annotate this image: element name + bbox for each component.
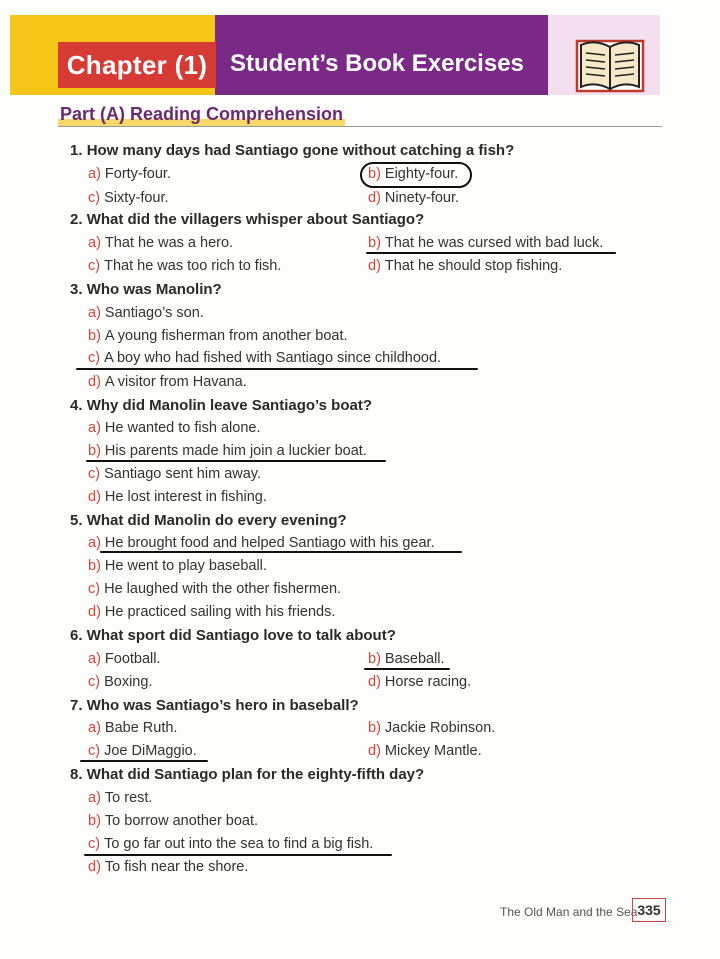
option-text: He wanted to fish alone. <box>104 420 261 436</box>
option-letter: b) <box>368 720 381 736</box>
option-letter: a) <box>88 720 101 736</box>
option-letter: c) <box>88 350 101 366</box>
option-letter: c) <box>88 674 101 690</box>
question-text: Who was Santiago’s hero in baseball? <box>86 697 359 714</box>
answer-underline-mark <box>80 760 208 762</box>
question-text: How many days had Santiago gone without catching a fish? <box>86 142 515 159</box>
option-text: Santiago’s son. <box>104 305 204 321</box>
option-letter: b) <box>88 813 101 829</box>
question-number: 6. <box>70 627 83 644</box>
option-3b <box>88 328 348 344</box>
option-text: Sixty-four. <box>104 190 169 206</box>
option-3a <box>88 305 204 321</box>
option-text: That he was too rich to fish. <box>104 258 282 274</box>
answer-underline-mark <box>84 854 392 856</box>
option-text: Santiago sent him away. <box>104 466 261 482</box>
option-letter: c) <box>88 190 101 206</box>
option-letter: d) <box>88 489 101 505</box>
option-1d <box>368 190 459 206</box>
option-2a <box>88 235 233 251</box>
option-6c <box>88 674 152 690</box>
question-4 <box>70 397 372 414</box>
option-letter: b) <box>368 166 381 182</box>
option-5c <box>88 581 341 597</box>
question-3 <box>70 281 222 298</box>
open-book-icon <box>575 35 645 97</box>
option-letter: b) <box>368 651 381 667</box>
question-5 <box>70 512 347 529</box>
option-letter: c) <box>88 836 101 852</box>
option-letter: a) <box>88 651 101 667</box>
option-4c <box>88 466 261 482</box>
option-letter: a) <box>88 535 101 551</box>
option-text: A boy who had fished with Santiago since childhood. <box>104 350 442 366</box>
option-7b <box>368 720 495 736</box>
option-text: To rest. <box>104 790 153 806</box>
option-4a <box>88 420 260 436</box>
option-letter: c) <box>88 466 101 482</box>
question-text: What did Santiago plan for the eighty-fifth day? <box>86 766 425 783</box>
question-6 <box>70 627 396 644</box>
option-letter: b) <box>88 328 101 344</box>
option-letter: a) <box>88 420 101 436</box>
option-text: Joe DiMaggio. <box>104 743 197 759</box>
question-text: What sport did Santiago love to talk about? <box>86 627 396 644</box>
option-7d <box>368 743 482 759</box>
section-heading: Part (A) Reading Comprehension <box>58 104 345 127</box>
question-text: What did the villagers whisper about Santiago? <box>86 211 425 228</box>
page-title: Student’s Book Exercises <box>230 50 524 77</box>
question-number: 1. <box>70 142 83 159</box>
option-letter: b) <box>88 558 101 574</box>
option-5d <box>88 604 335 620</box>
question-number: 3. <box>70 281 83 298</box>
option-letter: c) <box>88 258 101 274</box>
option-text: Eighty-four. <box>384 166 459 182</box>
option-letter: d) <box>88 859 101 875</box>
option-text: That he should stop fishing. <box>384 258 563 274</box>
option-8d <box>88 859 248 875</box>
chapter-label: Chapter (1) <box>58 42 216 88</box>
option-text: Jackie Robinson. <box>384 720 496 736</box>
question-text: What did Manolin do every evening? <box>86 512 347 529</box>
option-5b <box>88 558 267 574</box>
option-letter: d) <box>88 374 101 390</box>
question-number: 8. <box>70 766 83 783</box>
option-3c <box>88 350 441 366</box>
option-text: Babe Ruth. <box>104 720 178 736</box>
option-letter: b) <box>368 235 381 251</box>
option-8c <box>88 836 373 852</box>
question-number: 7. <box>70 697 83 714</box>
option-text: Baseball. <box>384 651 445 667</box>
option-text: A visitor from Havana. <box>104 374 247 390</box>
option-text: Ninety-four. <box>384 190 460 206</box>
option-text: He went to play baseball. <box>104 558 267 574</box>
option-2d <box>368 258 562 274</box>
question-number: 4. <box>70 397 83 414</box>
question-2 <box>70 211 424 228</box>
option-letter: d) <box>88 604 101 620</box>
option-letter: a) <box>88 790 101 806</box>
option-letter: c) <box>88 743 101 759</box>
option-text: That he was a hero. <box>104 235 234 251</box>
option-7a <box>88 720 177 736</box>
option-text: He lost interest in fishing. <box>104 489 267 505</box>
question-1 <box>70 142 514 159</box>
answer-underline-mark <box>100 551 462 553</box>
option-2b <box>368 235 603 251</box>
option-letter: a) <box>88 305 101 321</box>
option-text: He laughed with the other fishermen. <box>104 581 342 597</box>
answer-underline-mark <box>364 668 450 670</box>
option-8a <box>88 790 152 806</box>
option-letter: a) <box>88 235 101 251</box>
option-letter: d) <box>368 674 381 690</box>
book-title-footer: The Old Man and the Sea <box>500 905 638 919</box>
option-letter: d) <box>368 190 381 206</box>
option-letter: c) <box>88 581 101 597</box>
answer-circle-mark <box>360 162 472 188</box>
option-text: To fish near the shore. <box>104 859 249 875</box>
option-text: Mickey Mantle. <box>384 743 482 759</box>
question-number: 2. <box>70 211 83 228</box>
option-text: His parents made him join a luckier boat. <box>104 443 367 459</box>
option-letter: b) <box>88 443 101 459</box>
option-text: That he was cursed with bad luck. <box>384 235 604 251</box>
option-text: Football. <box>104 651 161 667</box>
section-divider <box>58 126 662 127</box>
option-1c <box>88 190 169 206</box>
answer-underline-mark <box>86 460 386 462</box>
question-text: Why did Manolin leave Santiago’s boat? <box>86 397 372 414</box>
page-number: 335 <box>632 898 666 922</box>
option-7c <box>88 743 197 759</box>
question-text: Who was Manolin? <box>86 281 222 298</box>
option-5a <box>88 535 435 551</box>
option-text: To borrow another boat. <box>104 813 259 829</box>
option-8b <box>88 813 258 829</box>
option-text: Horse racing. <box>384 674 472 690</box>
option-1a <box>88 166 171 182</box>
option-letter: a) <box>88 166 101 182</box>
option-4d <box>88 489 267 505</box>
option-text: He practiced sailing with his friends. <box>104 604 336 620</box>
question-7 <box>70 697 359 714</box>
option-letter: d) <box>368 743 381 759</box>
option-letter: d) <box>368 258 381 274</box>
question-number: 5. <box>70 512 83 529</box>
option-text: He brought food and helped Santiago with his gear. <box>104 535 435 551</box>
option-6d <box>368 674 471 690</box>
option-6b <box>368 651 445 667</box>
option-3d <box>88 374 247 390</box>
option-text: To go far out into the sea to find a big fish. <box>104 836 374 852</box>
option-4b <box>88 443 367 459</box>
answer-underline-mark <box>76 368 478 370</box>
option-text: A young fisherman from another boat. <box>104 328 348 344</box>
option-text: Boxing. <box>104 674 153 690</box>
question-8 <box>70 766 424 783</box>
option-6a <box>88 651 161 667</box>
option-2c <box>88 258 281 274</box>
answer-underline-mark <box>366 252 616 254</box>
option-text: Forty-four. <box>104 166 171 182</box>
